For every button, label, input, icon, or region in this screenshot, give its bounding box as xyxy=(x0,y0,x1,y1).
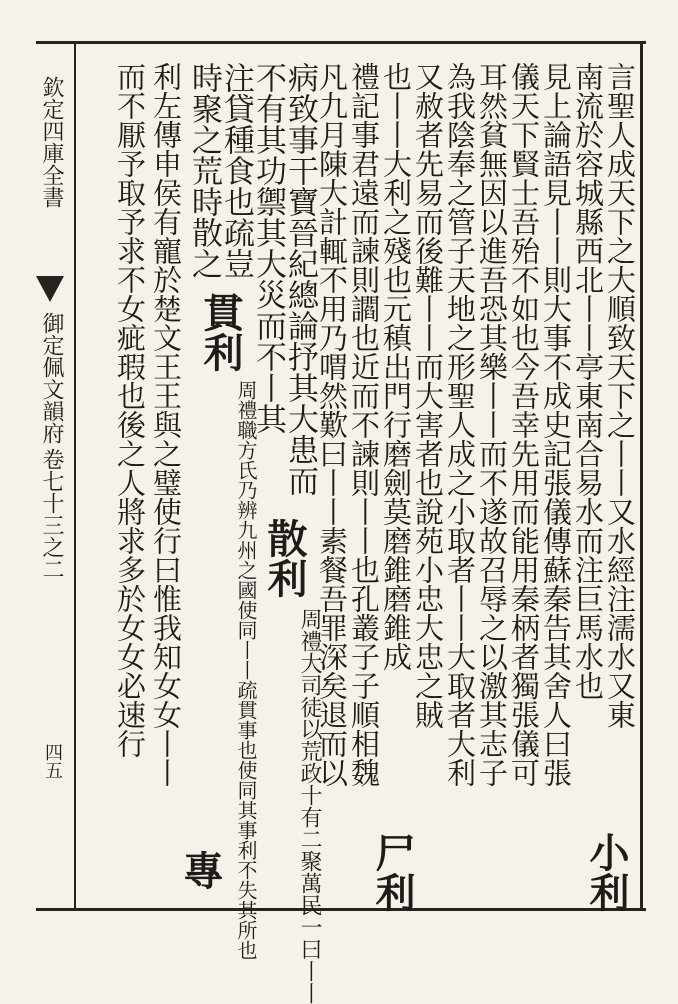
text-column-1: 言聖人成天下之大順致天下之丨丨又水經注濡水又東 xyxy=(603,62,637,729)
text-column-6: 為我陰奉之管子天地之形聖人成之小取者丨丨大取者大利 xyxy=(443,62,477,787)
text-column-10: 凡九月陳大計輒不用乃喟然歎曰丨丨素餐吾罪深矣退而以 xyxy=(315,62,349,787)
text-column-5: 耳然貧無因以進吾恐其樂丨丨而不遂故召辱之以激其志子 xyxy=(475,62,509,787)
text-column-2: 南流於容城縣西北丨丨亭東南合易水而注巨馬水也 xyxy=(571,62,605,700)
headword-sang-li: 散利 xyxy=(261,518,308,598)
volume-title: 御定佩文韻府 xyxy=(39,312,64,444)
text-column-12: 不有其功禦其大災而不丨其 xyxy=(250,62,286,434)
headword-shi-li: 尸利 xyxy=(369,832,416,912)
guan-li-note: 周禮職方氏乃辨九州之國使同丨丨疏貫事也使同其事利不失其所也 xyxy=(234,380,258,960)
text-column-3: 見上論語見丨丨則大事不成史記張儀傳蘇秦告其舍人曰張 xyxy=(539,62,573,787)
sang-li-note: 周禮大司徒以荒政十有二聚萬民一曰丨丨 xyxy=(297,608,322,1004)
text-column-8: 也丨丨大利之殘也元稹出門行磨劍莫磨錐磨錐成 xyxy=(379,62,413,671)
headword-xiao-li: 小利 xyxy=(583,832,630,912)
page-number: 四五 xyxy=(42,743,63,779)
text-column-9: 禮記事君遠而諫則讇也近而不諫則丨丨也孔叢子子順相魏 xyxy=(347,62,381,787)
headword-guan-li: 貫利 xyxy=(197,292,244,372)
right-border xyxy=(640,41,643,911)
text-column-16: 而不厭予取予求不女疵瑕也後之人將求多於女女必速行 xyxy=(113,62,147,758)
headword-zhuan: 專 xyxy=(177,850,224,890)
bottom-border xyxy=(36,908,646,911)
fishtail-mark xyxy=(36,276,64,302)
top-border xyxy=(36,41,646,44)
text-column-13: 注貸種食也疏豈 xyxy=(218,62,254,279)
text-column-7: 又赦者先易而後難丨丨而大害者也說苑小忠大忠之賊 xyxy=(411,62,445,729)
volume-number: 卷七十三之二 xyxy=(39,448,64,580)
text-column-14: 時聚之荒時散之 xyxy=(186,62,222,279)
margin-divider xyxy=(74,41,76,911)
text-column-4: 儀天下賢士吾殆不如也今吾幸先用而能用秦柄者獨張儀可 xyxy=(507,62,541,787)
book-title: 欽定四庫全書 xyxy=(39,76,64,208)
text-column-15: 利左傳申侯有寵於楚文王王與之璧使行曰惟我知女女丨丨 xyxy=(149,62,183,787)
text-column-11: 病致事干寶晉紀總論抒其大患而 xyxy=(282,62,318,496)
